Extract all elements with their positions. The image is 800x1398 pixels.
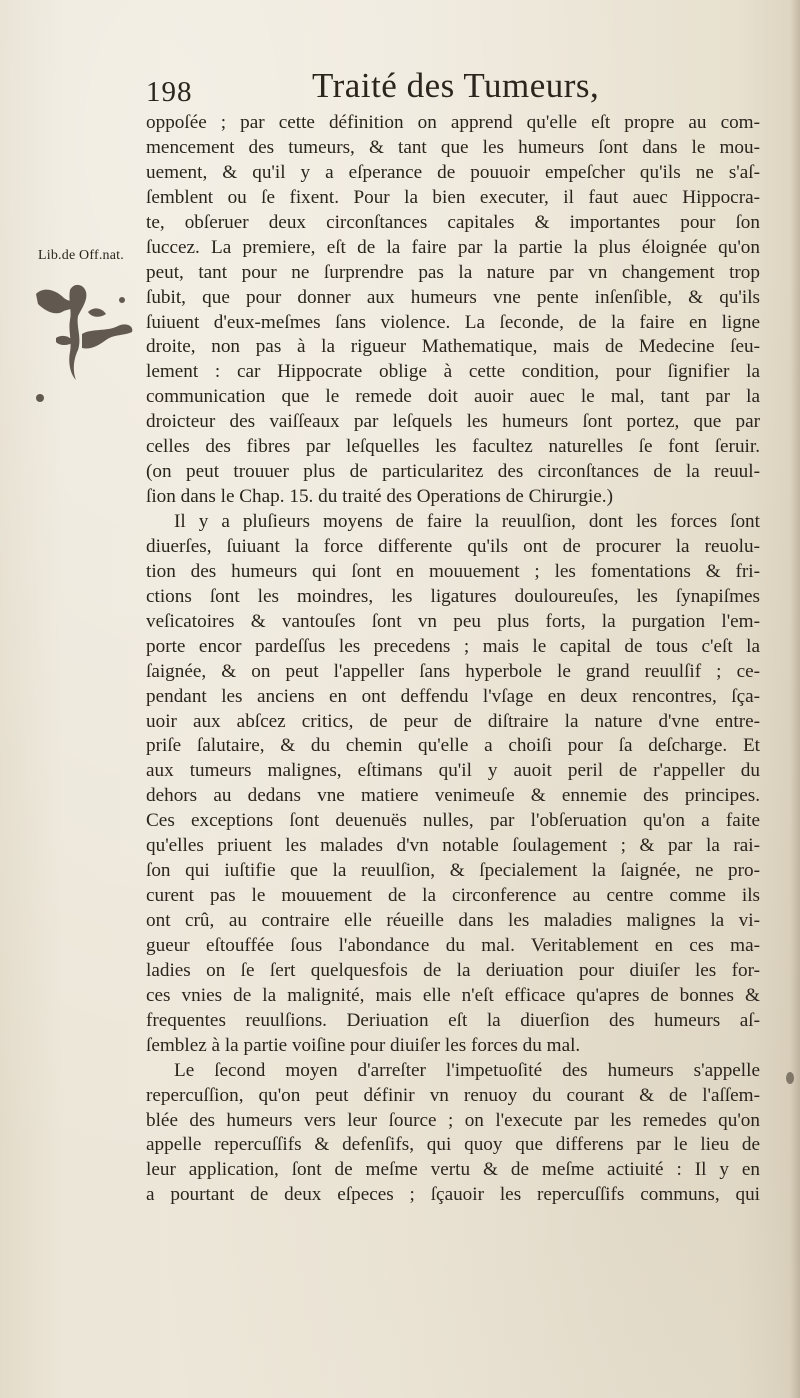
text-line: oppoſée ; par cette définition on apprend qu'elle eſt propre au com- bbox=[146, 112, 760, 133]
text-line: leur application, ſont de meſme vertu & de meſme actiuité : Il y en bbox=[146, 1159, 760, 1181]
text-line: diuerſes, ſuiuant la force differente qu'ils ont de procurer la reuolu- bbox=[146, 535, 760, 557]
text-line: ſion dans le Chap. 15. du traité des Operations de Chirurgie.) bbox=[146, 486, 613, 508]
text-line: ont crû, au contraire elle réueille dans les maladies malignes la vi- bbox=[146, 910, 760, 931]
text-line: tion des humeurs qui ſont en mouuement ; les fomentations & fri- bbox=[146, 560, 760, 582]
text-line: droicteur des vaiſſeaux par leſquels les humeurs ſont portez, que par bbox=[146, 411, 760, 433]
ink-blot-ornament-icon bbox=[26, 276, 138, 406]
text-line: celles des fibres par leſquelles les facultez naturelles ſe font ſeruir. bbox=[146, 436, 760, 458]
text-line: Ces exceptions ſont deuenuës nulles, par l'obſeruation qu'on a faite bbox=[146, 810, 760, 832]
text-line: porte encor pardeſſus les precedens ; mais le capital de tous c'eſt la bbox=[146, 635, 760, 657]
text-line: qu'elles priuent les malades d'vn notable ſoulagement ; & par la rai- bbox=[146, 835, 760, 857]
page-number: 198 bbox=[146, 76, 193, 108]
text-line: curent pas le mouuement de la circonference au centre comme ils bbox=[146, 885, 760, 907]
text-line: blée des humeurs vers leur ſource ; on l'execute par les remedes qu'on bbox=[146, 1109, 760, 1131]
text-line: te, obſeruer deux circonſtances capitales & importantes pour ſon bbox=[146, 211, 760, 233]
paragraph-start: Le ſecond moyen d'arreſter l'impetuoſité des humeurs s'appelle bbox=[174, 1059, 760, 1081]
text-line: gueur eſtouffée ſous l'abondance du mal. Veritablement en ces ma- bbox=[146, 934, 760, 956]
text-line: ſemblez à la partie voiſine pour diuiſer les forces du mal. bbox=[146, 1034, 581, 1056]
text-line: communication que le remede doit auoir auec le mal, tant par la bbox=[146, 386, 760, 408]
text-line: lement : car Hippocrate oblige à cette condition, pour ſignifier la bbox=[146, 361, 760, 383]
text-line: frequentes reuulſions. Deriuation eſt la diuerſion des humeurs aſ- bbox=[146, 1009, 760, 1031]
text-line: dehors au dedans vne matiere venimeuſe & ennemie des principes. bbox=[146, 785, 760, 807]
text-line: repercuſſion, qu'on peut définir vn renuoy du courant & de l'aſſem- bbox=[146, 1084, 760, 1106]
text-line: uoir aux abſcez critics, de peur de diſtraire la nature d'vne entre- bbox=[146, 710, 760, 732]
text-line: ces vnies de la malignité, mais elle n'eſt efficace qu'apres de bonnes & bbox=[146, 984, 760, 1006]
ink-spot-icon bbox=[786, 1072, 794, 1084]
text-line: priſe ſalutaire, & du chemin qu'elle a choiſi pour ſa deſcharge. Et bbox=[146, 735, 760, 757]
text-line: veſicatoires & vantouſes ſont vn peu plus forts, la purgation l'em- bbox=[146, 610, 760, 632]
text-line: ſemblent ou ſe fixent. Pour la bien executer, il faut auec Hippocra- bbox=[146, 186, 760, 208]
text-line: ſubit, que pour donner aux humeurs vne pente inſenſible, & qu'ils bbox=[146, 286, 760, 308]
text-line: ctions ſont les moindres, les ligatures douloureuſes, les ſynapiſmes bbox=[146, 585, 760, 607]
margin-note: Lib.de Off.nat. bbox=[38, 248, 124, 263]
text-line: droite, non pas à la rigueur Mathematique, mais de Medecine ſeu- bbox=[146, 336, 760, 358]
text-line: uement, & qu'il y a eſperance de pouuoir empeſcher qu'ils ne s'aſ- bbox=[146, 161, 760, 183]
text-line: aux tumeurs malignes, eſtimans qu'il y auoit peril de r'appeller du bbox=[146, 760, 760, 782]
text-line: (on peut trouuer plus de particularitez des circonſtances de la reuul- bbox=[146, 461, 760, 483]
text-line: ladies on ſe ſert quelquesfois de la deriuation pour diuiſer les for- bbox=[146, 959, 760, 981]
page-edge-shadow bbox=[790, 0, 800, 1398]
text-line: a pourtant de deux eſpeces ; ſçauoir les repercuſſifs communs, qui bbox=[146, 1184, 760, 1206]
text-line: ſuiuent d'eux-meſmes ſans violence. La ſeconde, de la faire en ligne bbox=[146, 311, 760, 333]
page-header bbox=[146, 66, 616, 110]
text-line: mencement des tumeurs, & tant que les humeurs ſont dans le mou- bbox=[146, 136, 760, 158]
text-line: appelle repercuſſifs & defenſifs, qui quoy que differens par le lieu de bbox=[146, 1134, 760, 1156]
paragraph-start: Il y a pluſieurs moyens de faire la reuulſion, dont les forces ſont bbox=[174, 511, 760, 532]
text-line: ſaignée, & on peut l'appeller ſans hyperbole le grand reuulſif ; ce- bbox=[146, 660, 760, 682]
running-title: Traité des Tumeurs, bbox=[312, 66, 600, 105]
text-line: pendant les anciens en ont deffendu l'vſage en deux rencontres, ſça- bbox=[146, 685, 760, 707]
text-line: peut, tant pour ne ſurprendre pas la nature par vn changement trop bbox=[146, 261, 760, 283]
text-line: ſuccez. La premiere, eſt de la faire par la partie la plus éloignée qu'on bbox=[146, 236, 760, 258]
body-text bbox=[146, 111, 760, 1208]
text-line: ſon qui iuſtifie que la reuulſion, & ſpecialement la ſaignée, ne pro- bbox=[146, 860, 760, 882]
